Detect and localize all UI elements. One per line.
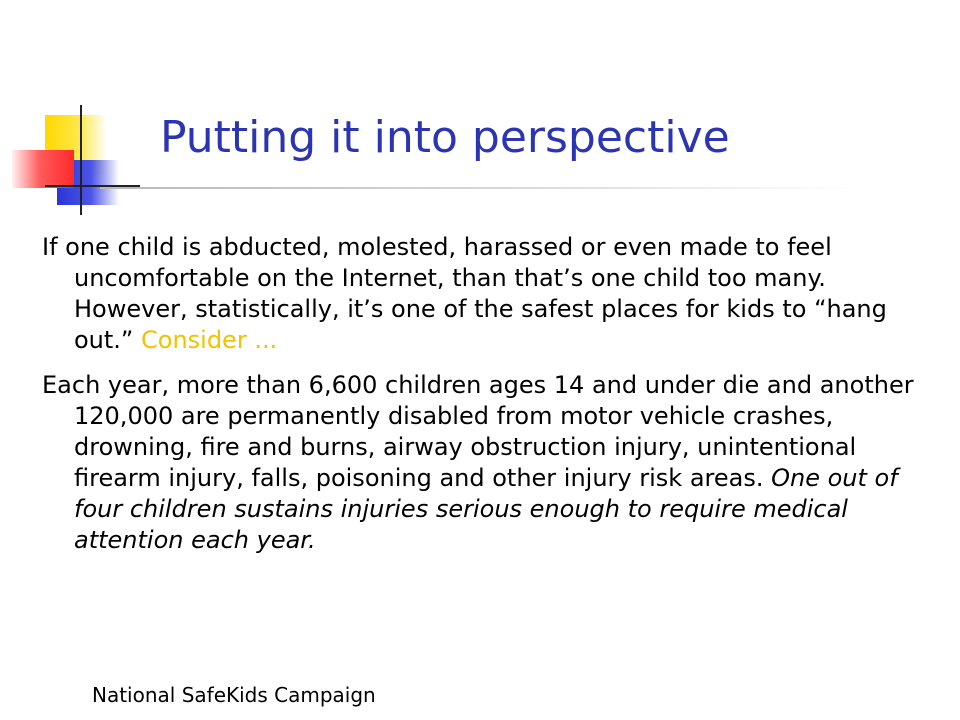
title-underline xyxy=(100,187,860,189)
paragraph-text: If one child is abducted, molested, harassed or even made to feel uncomfortable on the Internet, than that’s one child too many. However, statistically, it’s one of the safest places for kids to “hang out.” xyxy=(42,233,887,354)
vertical-line xyxy=(80,105,82,215)
paragraph-injury-statistics xyxy=(42,370,947,556)
paragraph-text: Each year, more than 6,600 children ages 14 and under die and another 120,000 are permanently disabled from motor vehicle crashes, drowning, fire and burns, airway obstruction injury, unintentional firearm injury, falls, poisoning and other injury risk areas. xyxy=(42,371,914,492)
consider-accent: Consider ... xyxy=(141,326,278,354)
decorative-squares-logo xyxy=(0,95,140,225)
source-footer: National SafeKids Campaign xyxy=(92,683,376,707)
slide-title: Putting it into perspective xyxy=(160,112,730,163)
slide-body xyxy=(42,232,947,570)
paragraph-internet-safety xyxy=(42,232,947,356)
red-square xyxy=(12,150,74,188)
italic-emphasis: One out of four children sustains injuries serious enough to require medical attention each year. xyxy=(74,464,898,554)
